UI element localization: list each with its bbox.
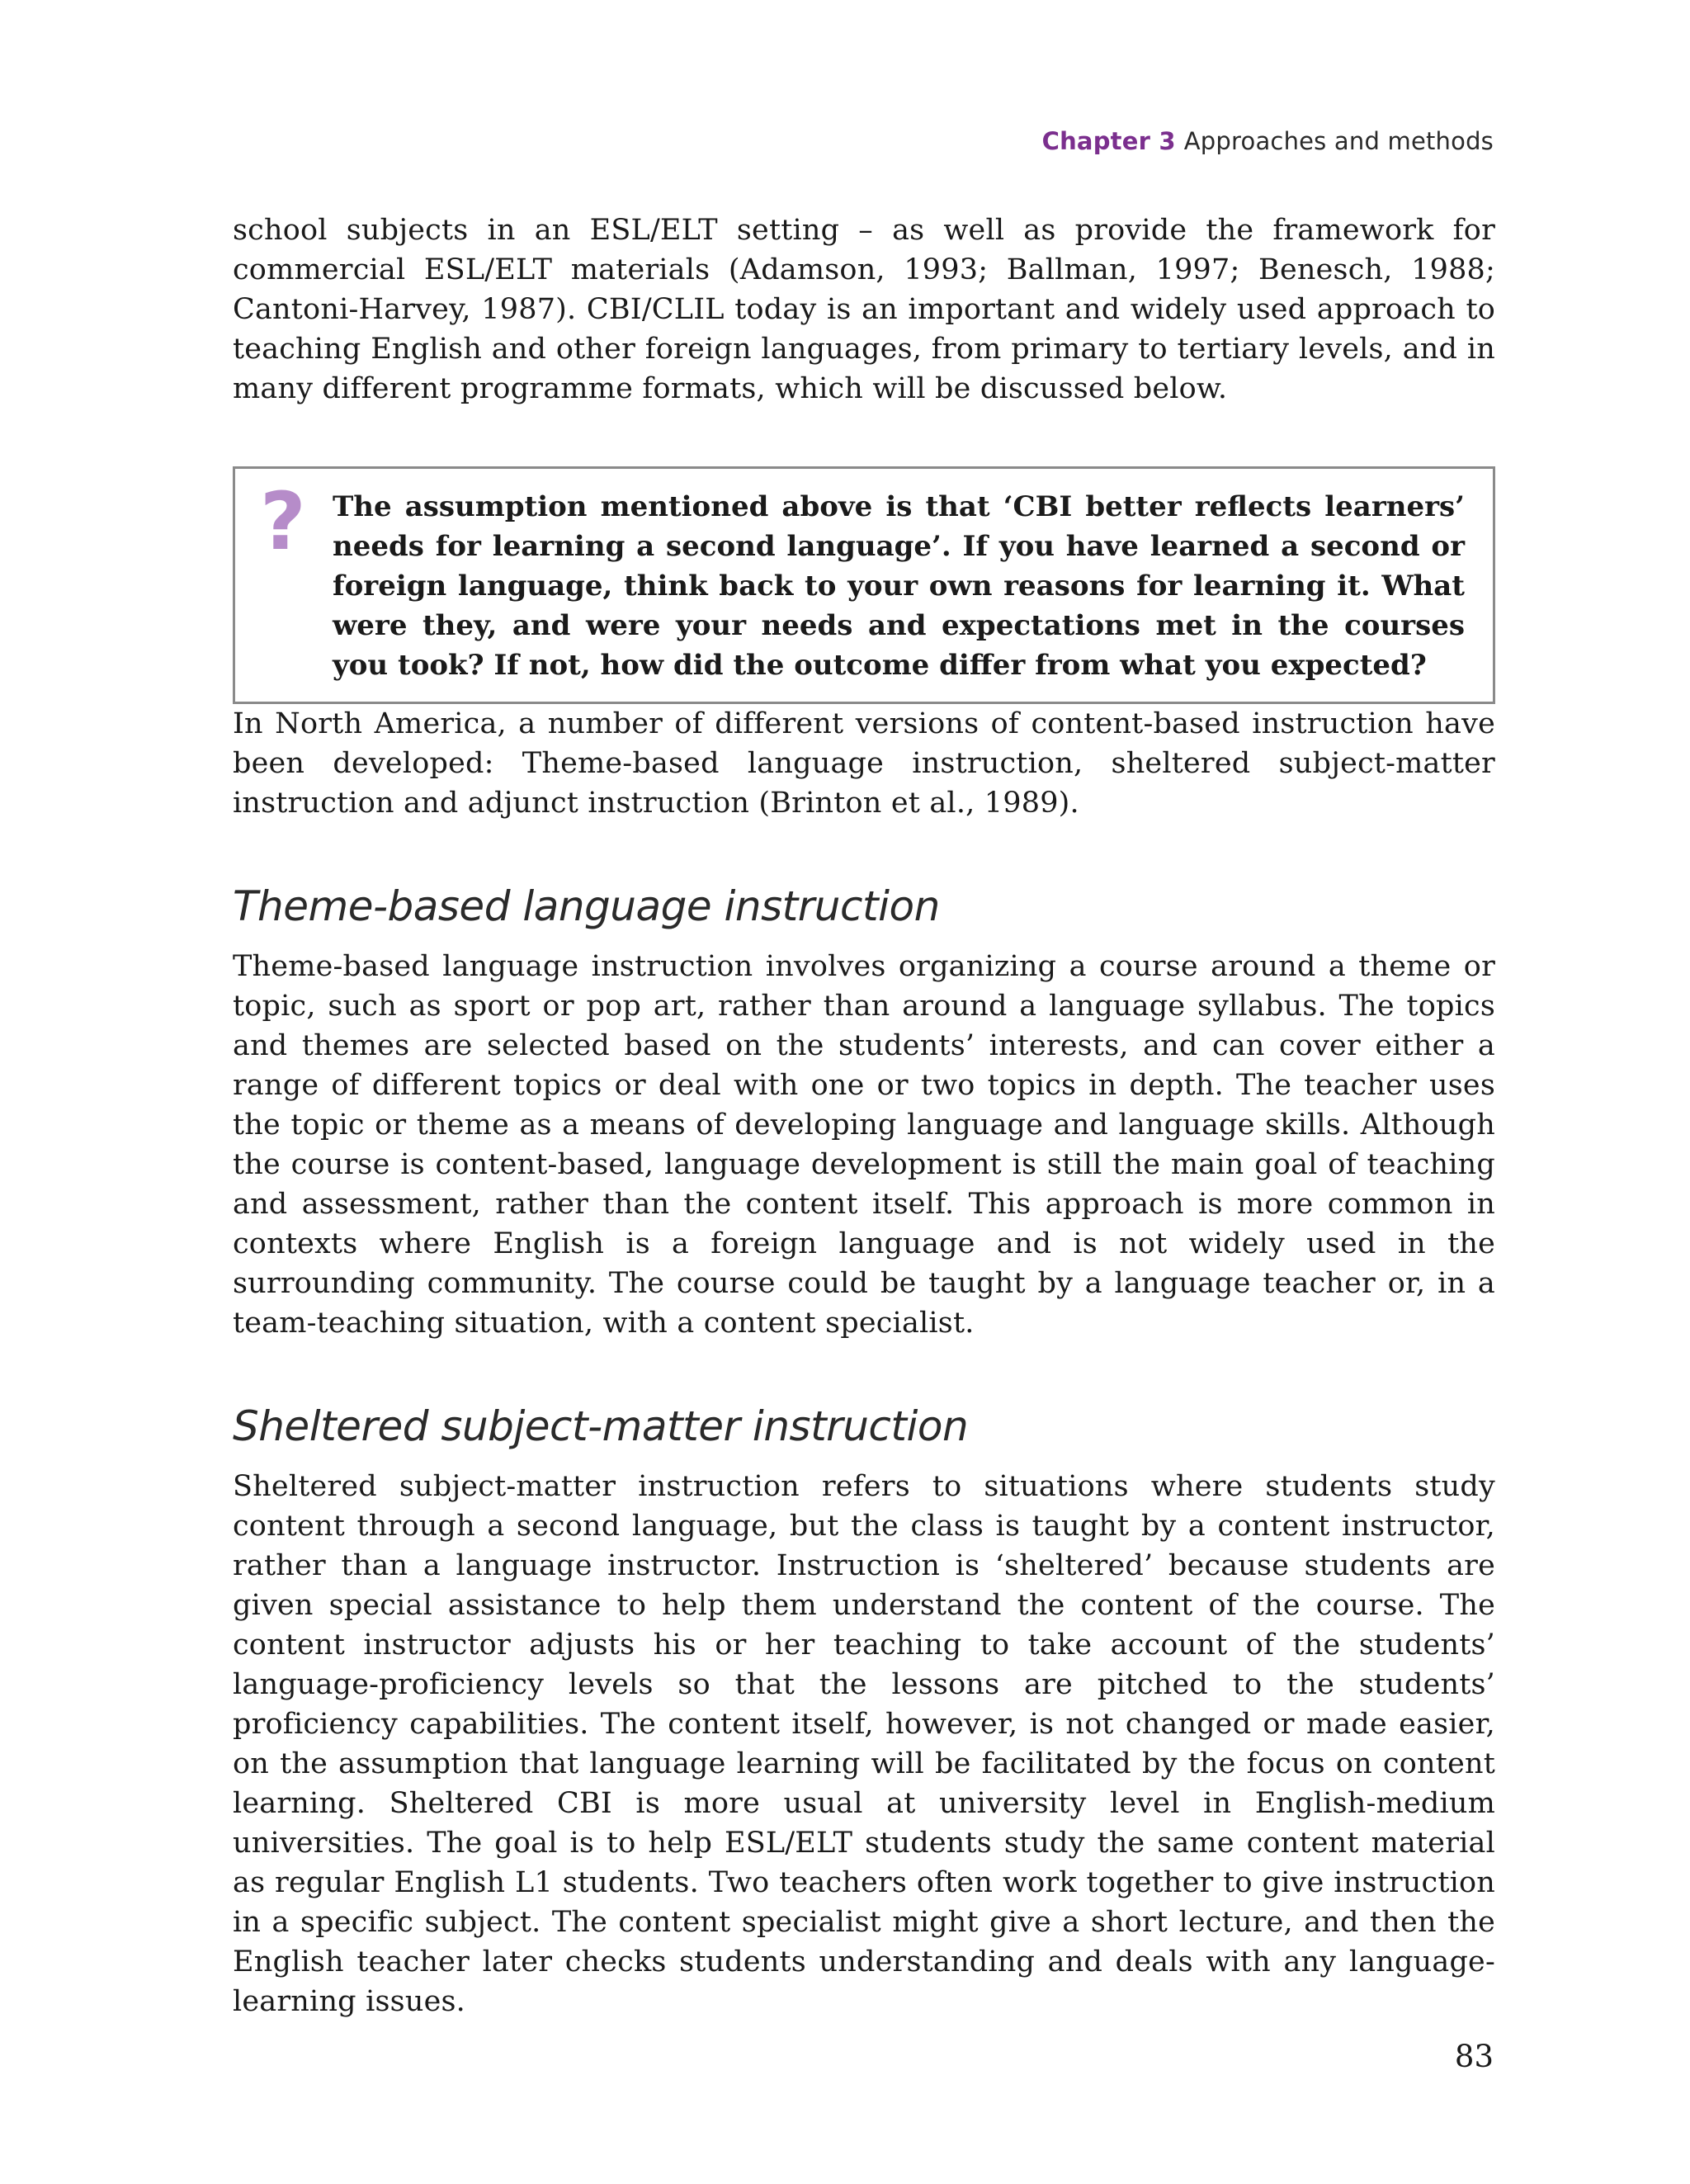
north-america-paragraph: In North America, a number of different versions of content-based instruction have been developed: Theme-based language instruction, sheltered subject-matter instruction and adjunct instruction (Brinton et al., 1989). xyxy=(233,707,1495,820)
chapter-label: Chapter 3 xyxy=(1041,127,1176,155)
section-heading-theme-based: Theme-based language instruction xyxy=(233,882,940,930)
chapter-title: Approaches and methods xyxy=(1183,127,1494,155)
running-head xyxy=(1042,127,1494,155)
section-heading-sheltered: Sheltered subject-matter instruction xyxy=(233,1402,969,1450)
question-mark-icon: ? xyxy=(260,475,306,568)
intro-paragraph: school subjects in an ESL/ELT setting – as well as provide the framework for commercial ESL/ELT materials (Adamson, 1993; Ballman, 1997; Benesch, 1988; Cantoni-Harvey, 1987). CBI/CLIL today is an important and widely used approach to teaching English and other foreign languages, from primary to tertiary levels, and in many different programme formats, which will be discussed below. xyxy=(233,214,1495,405)
reflection-question-box xyxy=(233,466,1495,704)
reflection-question-text: The assumption mentioned above is that ‘CBI better reflects learners’ needs for learning a second language’. If you have learned a second or foreign language, think back to your own reasons for learning it. What were they, and were your needs and expectations met in the courses you took? If not, how did the outcome differ from what you expected? xyxy=(333,490,1465,682)
page-content xyxy=(233,210,1495,2021)
page-number: 83 xyxy=(1454,2039,1494,2074)
section-text-sheltered: Sheltered subject-matter instruction refers to situations where students study content through a second language, but the class is taught by a content instructor, rather than a language instructor. Instruction is ‘sheltered’ because students are given special assistance to help them understand the content of the course. The content instructor adjusts his or her teaching to take account of the students’ language-proficiency levels so that the lessons are pitched to the students’ proficiency capabilities. The content itself, however, is not changed or made easier, on the assumption that language learning will be facilitated by the focus on content learning. Sheltered CBI is more usual at university level in English-medium universities. The goal is to help ESL/ELT students study the same content material as regular English L1 students. Two teachers often work together to give instruction in a specific subject. The content specialist might give a short lecture, and then the English teacher later checks students understanding and deals with any language-learning issues. xyxy=(233,1470,1495,2018)
section-text-theme-based: Theme-based language instruction involves organizing a course around a theme or topic, such as sport or pop art, rather than around a language syllabus. The topics and themes are selected based on the students’ interests, and can cover either a range of different topics or deal with one or two topics in depth. The teacher uses the topic or theme as a means of developing language and language skills. Although the course is content-based, language development is still the main goal of teaching and assessment, rather than the content itself. This approach is more common in contexts where English is a foreign language and is not widely used in the surrounding community. The course could be taught by a language teacher or, in a team-teaching situation, with a content specialist. xyxy=(233,950,1495,1340)
